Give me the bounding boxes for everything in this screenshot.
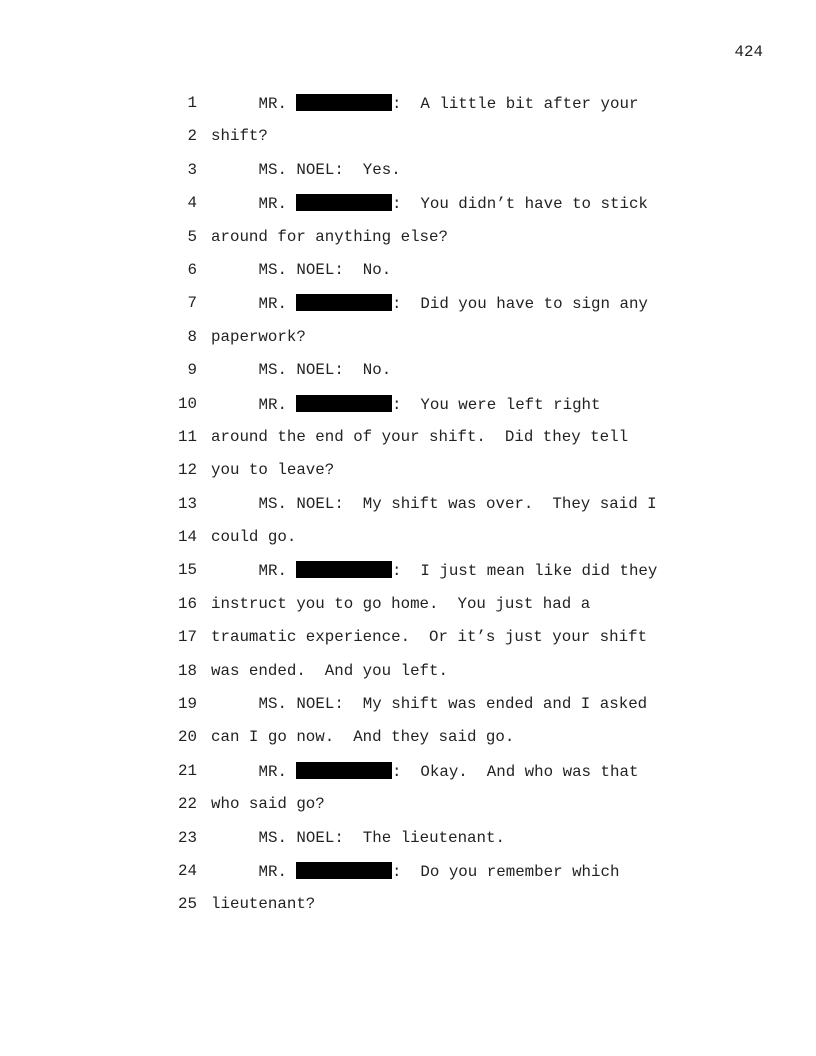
line-number: 21 [178,761,197,780]
spoken-text: MS. NOEL: Yes. [258,160,401,179]
line-number: 2 [187,127,197,146]
spoken-text: MS. NOEL: My shift was over. They said I [258,494,657,513]
page-number: 424 [734,43,763,61]
redaction-bar [296,294,392,311]
spoken-text: around the end of your shift. Did they tell [211,427,629,446]
line-number: 11 [178,427,197,446]
line-text [211,862,619,881]
line-text [211,328,306,346]
transcript-line [0,461,816,494]
transcript-line [0,595,816,628]
transcript-line [0,395,816,428]
line-number: 17 [178,628,197,647]
transcript-line [0,294,816,327]
spoken-text: traumatic experience. Or it’s just your shift [211,628,648,647]
line-text [211,595,590,613]
spoken-text: MS. NOEL: No. [258,260,392,279]
redaction-bar [296,762,392,779]
line-text [211,628,647,646]
transcript-line [0,795,816,828]
spoken-text: instruct you to go home. You just had a [211,594,591,613]
transcript-line [0,127,816,160]
line-text [211,495,657,513]
redaction-bar [296,194,392,211]
line-number: 12 [178,461,197,480]
redaction-bar [296,395,392,412]
line-text [211,829,505,847]
transcript-line [0,862,816,895]
spoken-text: : A little bit after your [391,95,639,113]
spoken-text: MS. NOEL: No. [258,361,392,380]
redaction-bar [296,561,392,578]
line-text [211,228,448,246]
line-text [211,461,334,479]
spoken-text: MS. NOEL: The lieutenant. [258,828,505,847]
line-text [211,94,638,113]
line-number: 4 [187,194,197,213]
line-number: 14 [178,528,197,547]
speaker-label: MR. [258,295,287,314]
line-number: 20 [178,728,197,747]
spoken-text: who said go? [211,795,325,814]
line-text [211,294,648,313]
spoken-text: : You were left right [391,395,601,414]
transcript-line [0,895,816,928]
line-number: 15 [178,561,197,580]
line-number: 10 [178,394,197,413]
line-text [211,395,601,414]
transcript-line [0,528,816,561]
transcript-line [0,328,816,361]
line-number: 8 [187,327,197,346]
line-number: 7 [187,294,197,313]
line-text [211,428,628,446]
speaker-label: MR. [258,562,287,581]
line-text [211,161,401,179]
spoken-text: : Okay. And who was that [391,762,639,781]
line-text [211,662,448,680]
transcript-line [0,361,816,394]
redaction-bar [296,862,392,879]
line-text [211,194,648,213]
spoken-text: lieutenant? [211,895,316,914]
transcript-line [0,662,816,695]
spoken-text: : I just mean like did they [391,562,658,581]
transcript-line [0,829,816,862]
line-text [211,895,315,913]
line-number: 25 [178,895,197,914]
transcript-line [0,561,816,594]
line-number: 18 [178,661,197,680]
line-number: 1 [187,94,197,112]
transcript-line [0,495,816,528]
transcript-line [0,194,816,227]
line-number: 13 [178,494,197,513]
transcript-body [0,94,816,929]
line-number: 6 [187,260,197,279]
spoken-text: shift? [211,127,268,146]
speaker-label: MR. [258,762,287,781]
spoken-text: MS. NOEL: My shift was ended and I asked [258,695,648,714]
line-number: 5 [187,227,197,246]
transcript-line [0,628,816,661]
line-text [211,561,657,580]
speaker-label: MR. [258,95,287,113]
line-number: 9 [187,361,197,380]
transcript-line [0,695,816,728]
transcript-line [0,728,816,761]
line-text [211,528,296,546]
line-text [211,361,391,379]
spoken-text: paperwork? [211,327,306,346]
spoken-text: can I go now. And they said go. [211,728,515,747]
transcript-line [0,161,816,194]
line-text [211,728,514,746]
transcript-line [0,261,816,294]
spoken-text: you to leave? [211,461,335,480]
line-text [211,795,325,813]
line-number: 23 [178,828,197,847]
spoken-text: around for anything else? [211,227,448,246]
line-text [211,127,268,145]
speaker-label: MR. [258,195,287,214]
speaker-label: MR. [258,395,287,414]
line-text [211,261,391,279]
spoken-text: could go. [211,528,297,547]
spoken-text: : Do you remember which [391,862,620,881]
line-text [211,695,647,713]
transcript-line [0,228,816,261]
speaker-label: MR. [258,862,287,881]
transcript-line [0,428,816,461]
line-number: 22 [178,795,197,814]
line-number: 16 [178,594,197,613]
line-number: 19 [178,695,197,714]
transcript-line [0,94,816,127]
redaction-bar [296,94,392,111]
line-text [211,762,638,781]
spoken-text: was ended. And you left. [211,661,448,680]
spoken-text: : You didn’t have to stick [391,195,648,214]
transcript-line [0,762,816,795]
spoken-text: : Did you have to sign any [391,295,648,314]
line-number: 24 [178,861,197,880]
line-number: 3 [187,160,197,179]
